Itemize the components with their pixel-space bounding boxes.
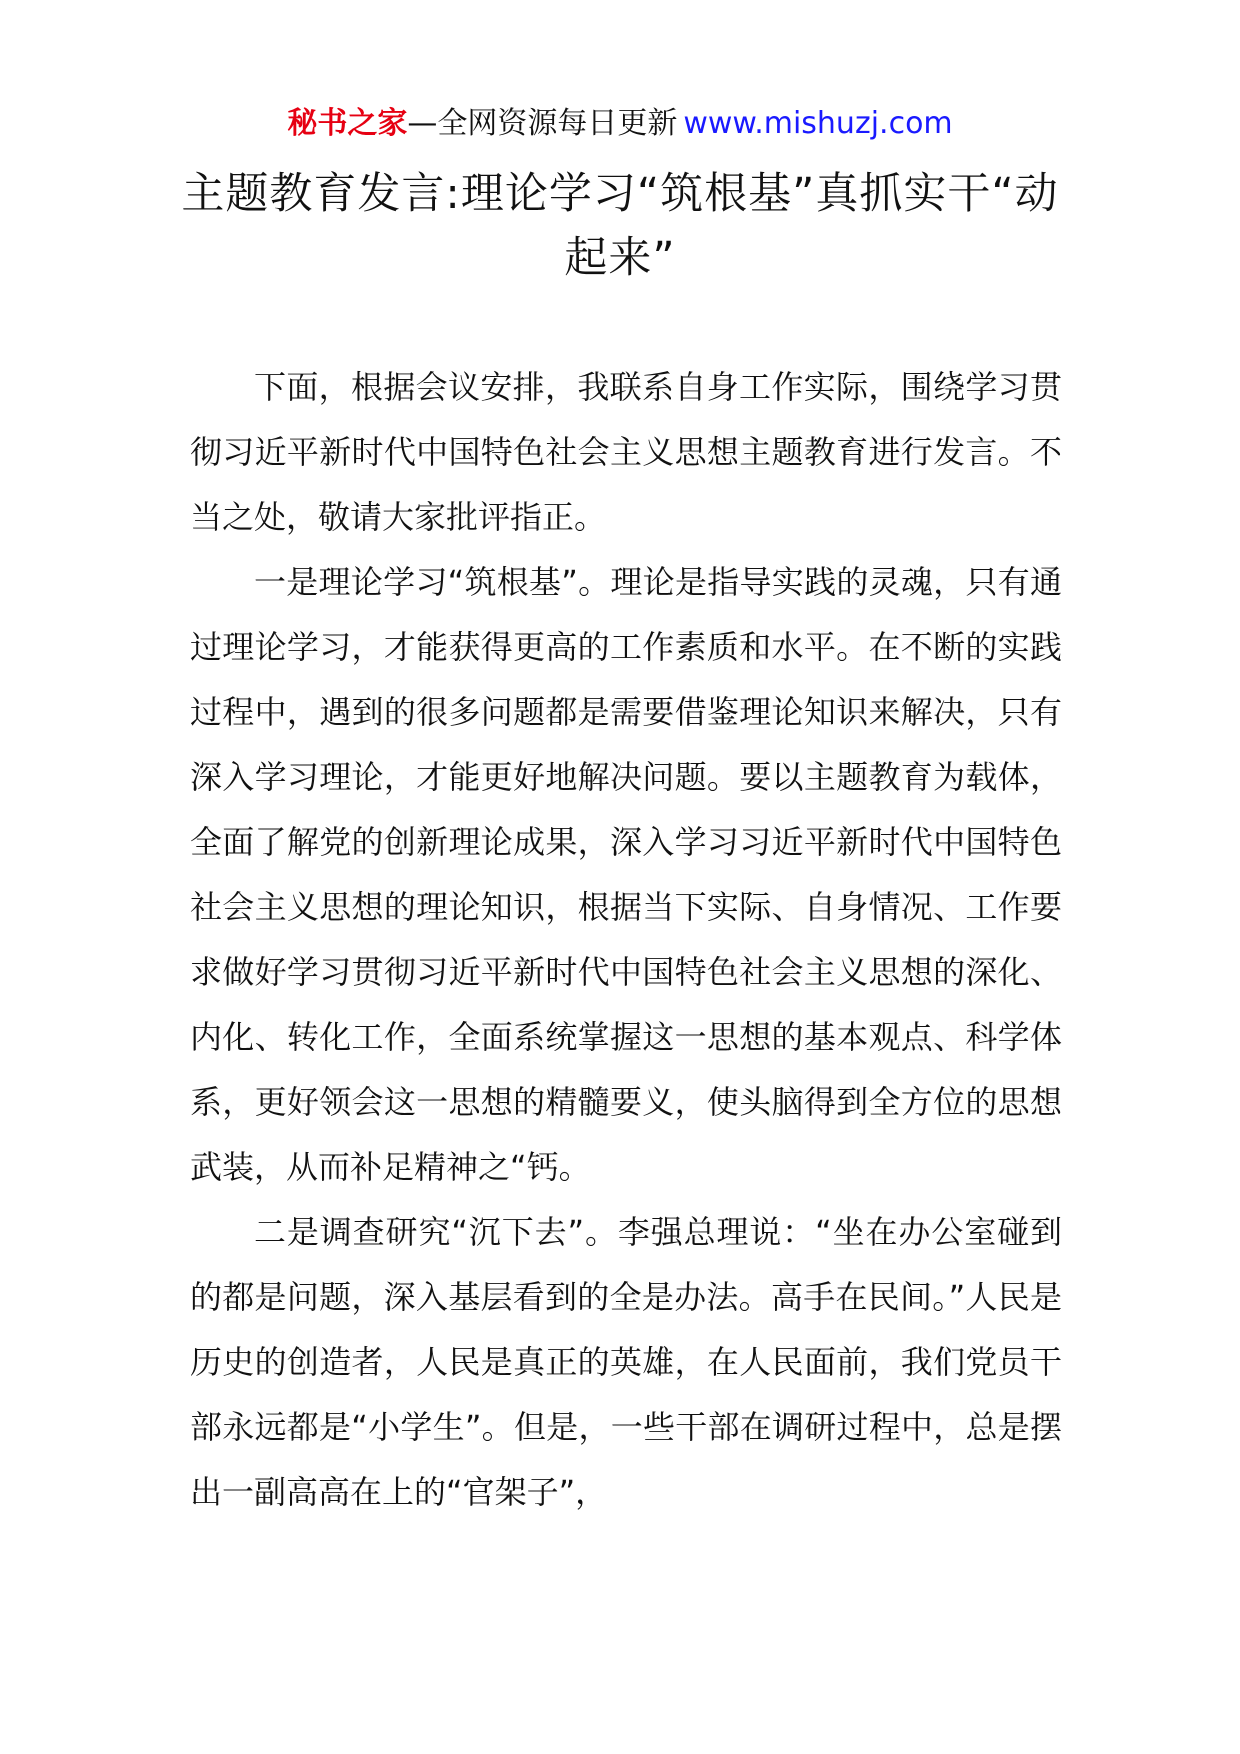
document-title: 主题教育发言:理论学习“筑根基”真抓实干“动起来” xyxy=(181,169,1059,283)
paragraph-investigation: 二是调查研究“沉下去”。李强总理说：“坐在办公室碰到的都是问题，深入基层看到的全是办法。高手在民间。”人民是历史的创造者，人民是真正的英雄，在人民面前，我们党员干部永远都是“小学生”。但是，一些干部在调研过程中，总是摆出一副高高在上的“官架子”， xyxy=(190,1213,1062,1511)
site-tagline: —全网资源每日更新 xyxy=(407,106,678,141)
site-header xyxy=(0,104,1240,144)
document-body xyxy=(190,355,1062,1525)
paragraph-intro: 下面，根据会议安排，我联系自身工作实际，围绕学习贯彻习近平新时代中国特色社会主义思想主题教育进行发言。不当之处，敬请大家批评指正。 xyxy=(190,368,1062,536)
site-brand: 秘书之家 xyxy=(287,106,408,141)
paragraph-theory-study: 一是理论学习“筑根基”。理论是指导实践的灵魂，只有通过理论学习，才能获得更高的工作素质和水平。在不断的实践过程中，遇到的很多问题都是需要借鉴理论知识来解决，只有深入学习理论，才能更好地解决问题。要以主题教育为载体，全面了解党的创新理论成果，深入学习习近平新时代中国特色社会主义思想的理论知识，根据当下实际、自身情况、工作要求做好学习贯彻习近平新时代中国特色社会主义思想的深化、内化、转化工作，全面系统掌握这一思想的基本观点、科学体系，更好领会这一思想的精髓要义，使头脑得到全方位的思想武装，从而补足精神之“钙。 xyxy=(190,563,1062,1186)
site-url-link[interactable]: www.mishuzj.com xyxy=(683,106,953,141)
